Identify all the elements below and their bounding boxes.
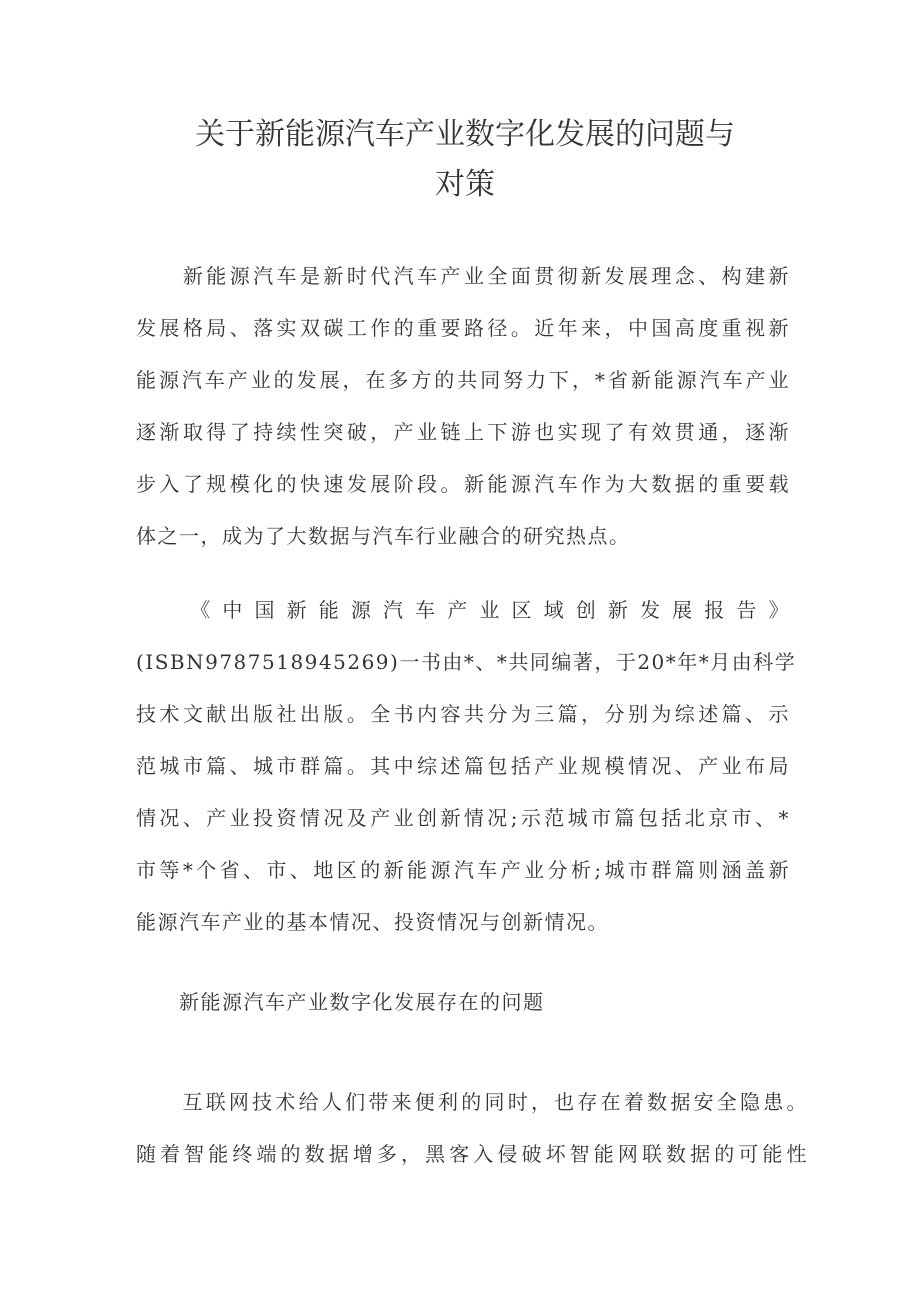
text-line: 情况、产业投资情况及产业创新情况;示范城市篇包括北京市、*	[136, 806, 790, 830]
text-line: 能源汽车产业的基本情况、投资情况与创新情况。	[136, 910, 609, 934]
title-line-1: 关于新能源汽车产业数字化发展的问题与	[195, 117, 735, 152]
paragraph-intro	[136, 250, 790, 562]
paragraph-data-security	[136, 1076, 808, 1180]
section-heading-text: 新能源汽车产业数字化发展存在的问题	[136, 990, 545, 1014]
text-line: 互联网技术给人们带来便利的同时，也存在着数据安全隐患。	[136, 1090, 808, 1114]
text-line: 范城市篇、城市群篇。其中综述篇包括产业规模情况、产业布局	[136, 754, 790, 778]
text-line: 发展格局、落实双碳工作的重要路径。近年来，中国高度重视新	[136, 316, 790, 340]
text-line: 随着智能终端的数据增多，黑客入侵破坏智能网联数据的可能性	[136, 1142, 808, 1166]
section-heading	[136, 976, 790, 1028]
text-line: 新能源汽车是新时代汽车产业全面贯彻新发展理念、构建新	[136, 264, 790, 288]
text-line: (ISBN9787518945269)一书由*、*共同编著，于20*年*月由科学	[136, 650, 797, 674]
text-line: 体之一，成为了大数据与汽车行业融合的研究热点。	[136, 524, 631, 548]
document-title	[140, 110, 790, 210]
paragraph-book-info	[136, 584, 797, 948]
text-line: 步入了规模化的快速发展阶段。新能源汽车作为大数据的重要载	[136, 472, 790, 496]
title-line-2: 对策	[435, 167, 495, 202]
text-line: 逐渐取得了持续性突破，产业链上下游也实现了有效贯通，逐渐	[136, 420, 790, 444]
text-line: 《中国新能源汽车产业区域创新发展报告》	[136, 598, 790, 622]
text-line: 能源汽车产业的发展，在多方的共同努力下，*省新能源汽车产业	[136, 368, 790, 392]
text-line: 技术文献出版社出版。全书内容共分为三篇，分别为综述篇、示	[136, 702, 790, 726]
text-line: 市等*个省、市、地区的新能源汽车产业分析;城市群篇则涵盖新	[136, 858, 790, 882]
